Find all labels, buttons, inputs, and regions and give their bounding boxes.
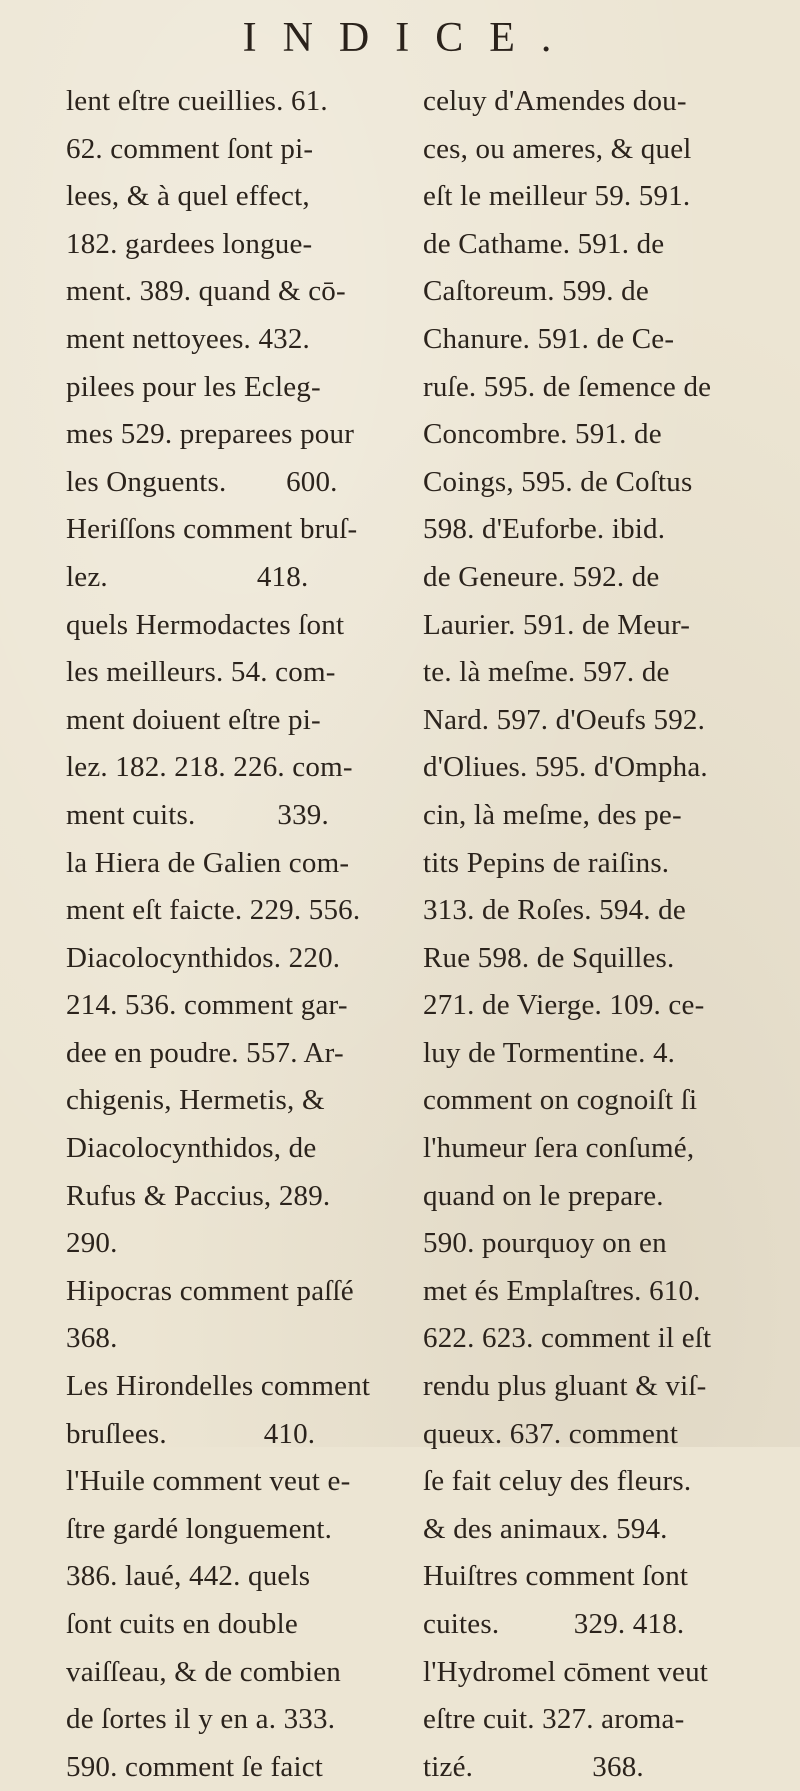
left-column-line: ment cuits. 339.	[66, 798, 329, 831]
left-column-line: ſont cuits en double	[66, 1608, 298, 1640]
left-column-line: pilees pour les Ecleg-	[66, 370, 321, 403]
left-column-line: ment eſt faicte. 229. 556.	[66, 894, 361, 927]
right-column-line: ces, ou ameres, & quel	[423, 132, 692, 165]
left-column-line: 368.	[66, 1322, 118, 1355]
left-column-line: de ſortes il y en a. 333.	[66, 1703, 336, 1736]
right-column	[423, 78, 783, 1791]
left-column-line: ment. 389. quand & cō-	[66, 275, 346, 308]
right-column-line: 271. de Vierge. 109. ce-	[423, 989, 705, 1022]
right-column-line: Chanure. 591. de Ce-	[423, 322, 675, 355]
left-column-line: 386. laué, 442. quels	[66, 1560, 311, 1593]
left-column-line: ment nettoyees. 432.	[66, 322, 311, 355]
left-column-line: 214. 536. comment gar-	[66, 989, 348, 1022]
right-column-line: Caſtoreum. 599. de	[423, 275, 649, 308]
right-column-line: 313. de Roſes. 594. de	[423, 894, 686, 927]
right-column-line: l'humeur ſera conſumé,	[423, 1132, 695, 1165]
left-column-line: 182. gardees longue-	[66, 227, 313, 260]
right-column-line: 590. pourquoy on en	[423, 1227, 667, 1260]
left-column-line: Rufus & Paccius, 289.	[66, 1179, 331, 1212]
right-column-line: ruſe. 595. de ſemence de	[423, 370, 712, 403]
right-column-line: de Geneure. 592. de	[423, 560, 660, 593]
right-column-line: cin, là meſme, des pe-	[423, 798, 682, 831]
left-column-line: 62. comment ſont pi-	[66, 132, 314, 165]
right-column-line: celuy d'Amendes dou-	[423, 85, 687, 117]
right-column-line: ſe fait celuy des fleurs.	[423, 1465, 692, 1498]
left-column-line: quels Hermodactes ſont	[66, 608, 345, 641]
left-column-line: lez. 418.	[66, 560, 309, 593]
right-column-line: eſt le meilleur 59. 591.	[423, 180, 691, 213]
right-column-line: de Cathame. 591. de	[423, 227, 665, 260]
right-column-line: tizé. 368.	[423, 1750, 644, 1783]
left-column-line: 590. comment ſe faict	[66, 1750, 324, 1783]
left-column-line: la Hiera de Galien com-	[66, 846, 350, 879]
left-column-line: chigenis, Hermetis, &	[66, 1084, 325, 1117]
right-column-line: queux. 637. comment	[423, 1417, 679, 1450]
left-column-line: Heriſſons comment bruſ-	[66, 513, 358, 546]
right-column-line: met és Emplaſtres. 610.	[423, 1274, 701, 1307]
right-column-line: Rue 598. de Squilles.	[423, 941, 675, 974]
left-column-line: Hipocras comment paſſé	[66, 1274, 354, 1307]
left-column	[66, 78, 411, 1791]
left-column-line: ſtre gardé longuement.	[66, 1512, 333, 1545]
left-column-line: bruſlees. 410.	[66, 1417, 316, 1450]
right-column-line: comment on cognoiſt ſi	[423, 1084, 698, 1117]
right-column-line: cuites. 329. 418.	[423, 1608, 685, 1640]
right-column-line: Coings, 595. de Coſtus	[423, 465, 693, 498]
right-column-line: tits Pepins de raiſins.	[423, 846, 670, 879]
left-column-line: les meilleurs. 54. com-	[66, 656, 336, 689]
left-column-line: mes 529. preparees pour	[66, 418, 355, 451]
left-column-line: les Onguents. 600.	[66, 465, 338, 498]
right-column-line: luy de Tormentine. 4.	[423, 1036, 676, 1069]
right-column-line: te. là meſme. 597. de	[423, 656, 670, 689]
right-column-line: 622. 623. comment il eſt	[423, 1322, 712, 1355]
right-column-line: Huiſtres comment ſont	[423, 1560, 689, 1593]
right-column-line: rendu plus gluant & viſ-	[423, 1370, 707, 1403]
right-column-line: d'Oliues. 595. d'Ompha.	[423, 751, 708, 784]
right-column-line: 598. d'Euforbe. ibid.	[423, 513, 666, 546]
page-heading: INDICE.	[242, 15, 578, 61]
right-column-line: l'Hydromel cōment veut	[423, 1655, 709, 1688]
left-column-line: vaiſſeau, & de combien	[66, 1655, 341, 1688]
left-column-line: Les Hirondelles comment	[66, 1370, 371, 1403]
left-column-line: l'Huile comment veut e-	[66, 1465, 351, 1498]
left-column-line: Diacolocynthidos, de	[66, 1132, 317, 1165]
left-column-line: Diacolocynthidos. 220.	[66, 941, 341, 974]
right-column-line: & des animaux. 594.	[423, 1512, 668, 1545]
left-column-line: lez. 182. 218. 226. com-	[66, 751, 353, 784]
right-column-line: Concombre. 591. de	[423, 418, 662, 451]
right-column-line: Nard. 597. d'Oeufs 592.	[423, 703, 706, 736]
left-column-line: dee en poudre. 557. Ar-	[66, 1036, 344, 1069]
right-column-line: quand on le prepare.	[423, 1179, 664, 1212]
right-column-line: Laurier. 591. de Meur-	[423, 608, 691, 641]
right-column-line: eſtre cuit. 327. aroma-	[423, 1703, 685, 1736]
left-column-line: ment doiuent eſtre pi-	[66, 703, 321, 736]
left-column-line: 290.	[66, 1227, 118, 1260]
left-column-line: lent eſtre cueillies. 61.	[66, 85, 328, 117]
left-column-line: lees, & à quel effect,	[66, 180, 310, 213]
